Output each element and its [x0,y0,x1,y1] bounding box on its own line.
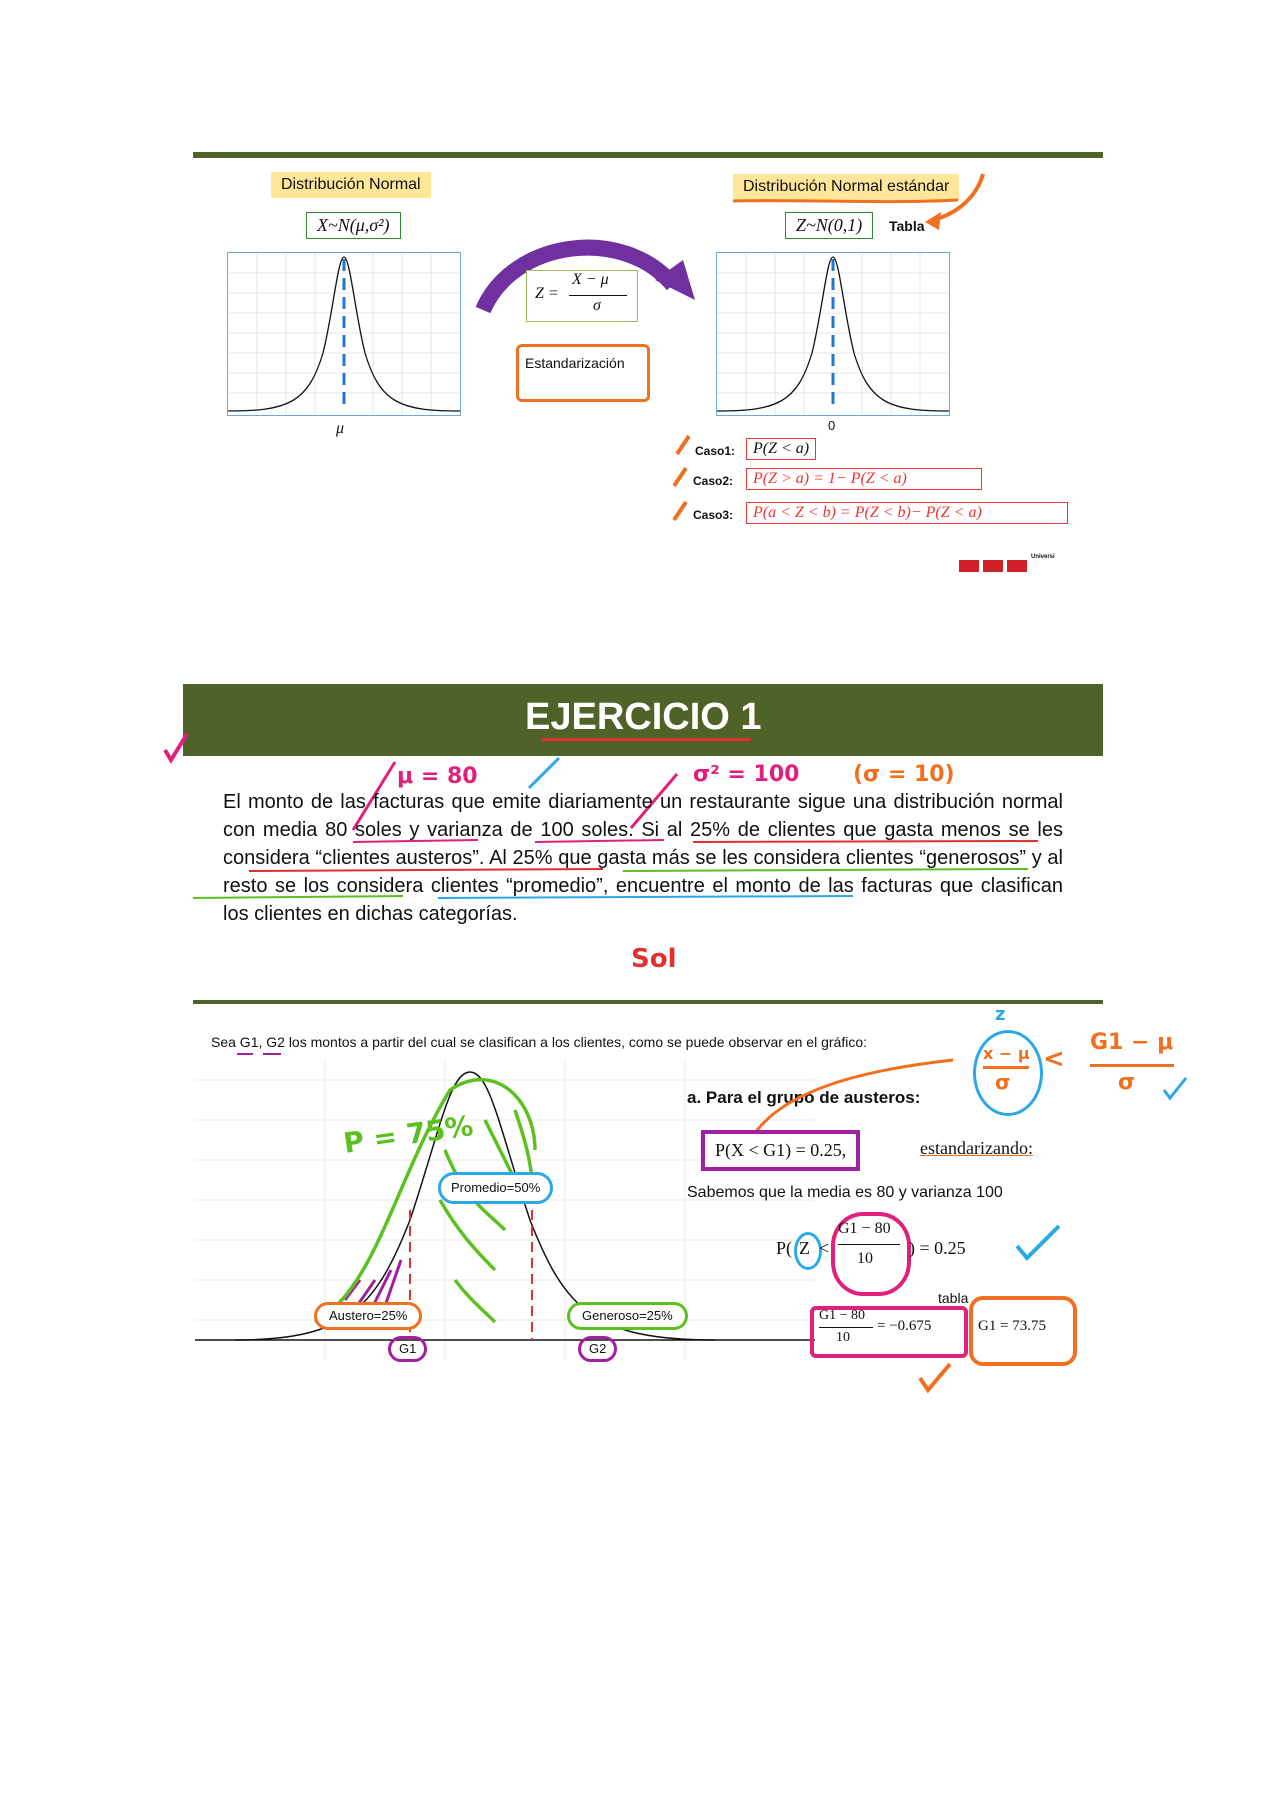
logo-block-3 [1007,560,1027,572]
g2-text: G2 [589,1341,607,1356]
z-eq: Z = [535,285,559,302]
slide-top-bar [193,152,1103,158]
transform-formula [526,270,638,322]
right-formula: Z~N(0,1) [785,212,873,239]
solution-intro: Sea G1, G2 los montos a partir del cual se clasifican a los clientes, como se puede observar en el gráfico: [211,1034,868,1050]
solution-normal-curve [195,1060,815,1380]
hand-z: z [995,1004,1006,1025]
orange-arrow-tabla [923,172,993,232]
orange-arrow-to-box [743,1050,963,1140]
austero-label [314,1302,422,1330]
hand-frac-den: σ [995,1070,1011,1094]
hand-sigma: (σ = 10) [853,762,955,787]
transform-numerator: X − μ [572,271,609,288]
pz-fraction-line [838,1244,900,1245]
fraction-line [569,295,627,296]
case2-label: Caso2: [693,474,734,488]
logo-text: Universi [1031,554,1055,560]
pz-rhs: ) = 0.25 [909,1238,966,1258]
case2-formula: P(Z > a) = 1− P(Z < a) [746,468,982,490]
part-a-heading: a. Para el grupo de austeros: [687,1088,921,1107]
check-mark-2 [670,466,690,490]
promedio-label [438,1172,553,1204]
g1-text: G1 [399,1341,417,1356]
pz-den: 10 [857,1250,873,1267]
hand-frac2-num: G1 − μ [1090,1030,1174,1055]
slide-solution [183,1000,1103,1380]
generoso-label [567,1302,688,1330]
tabla-small: tabla [938,1290,969,1306]
g2-label [578,1336,617,1362]
case3-label: Caso3: [693,508,734,522]
slide-exercise-1 [183,684,1103,974]
hand-frac2-line [1090,1064,1174,1067]
pz-lt: < [819,1238,830,1258]
hand-lt: < [1043,1044,1065,1074]
hand-solution: Sol [631,944,677,974]
normal-chart-left [227,252,461,416]
logo-block-2 [983,560,1003,572]
generoso-text: Generoso=25% [582,1308,673,1323]
normal-curve-left [228,253,460,415]
tabla-label: Tabla [889,218,925,234]
hand-frac-line [983,1066,1029,1069]
prob-eq-text: P(X < G1) = 0.25, [715,1140,847,1160]
right-title: Distribución Normal estándar [733,174,959,200]
standardization-box [516,344,650,402]
normal-curve-right [717,253,949,415]
hand-frac2-den: σ [1118,1070,1136,1095]
case1-label: Caso1: [695,444,736,458]
austero-text: Austero=25% [329,1308,408,1323]
solution-top-bar [193,1000,1103,1004]
res-eq: = −0.675 [877,1318,932,1334]
hand-frac-num: x − μ [983,1044,1030,1063]
pz-z: Z [799,1238,810,1258]
prob-eq-box [701,1130,860,1171]
g-underlines [235,1050,295,1058]
standardization-label: Estandarización [525,355,625,371]
logo-block-1 [959,560,979,572]
hand-variance: σ² = 100 [693,762,800,787]
pz-num: G1 − 80 [838,1220,891,1237]
utp-logo [959,554,1055,572]
res-g1: G1 = 73.75 [978,1318,1047,1334]
hand-p-75: P = 75% [341,1109,476,1160]
left-formula: X~N(μ,σ²) [306,212,401,239]
promedio-text: Promedio=50% [451,1180,541,1195]
zero-label: 0 [828,418,836,433]
normal-chart-right [716,252,950,416]
check-mark-3 [670,500,690,524]
case1-formula: P(Z < a) [746,438,816,460]
standardizing-text: estandarizando: [920,1138,1033,1158]
mu-label: μ [336,420,345,437]
paragraph-underlines [183,684,1103,969]
blue-check [1013,1222,1063,1262]
pz-lhs: P( [776,1238,793,1258]
res-num: G1 − 80 [819,1308,866,1323]
hand-orange-check-bottom [916,1360,956,1396]
known-text: Sabemos que la media es 80 y varianza 100 [687,1184,1003,1201]
left-title: Distribución Normal [271,172,431,198]
slide-normal-distribution [183,152,1103,572]
hand-blue-check-right [1160,1074,1190,1102]
res-fraction-line [819,1327,873,1328]
transform-denominator: σ [593,297,601,314]
exercise-paragraph: El monto de las facturas que emite diariamente un restaurante sigue una distribución normal con media 80 soles y varianza de 100 soles. Si al 25% de clientes que gasta menos se les considera “clientes austeros”. Al 25% que gasta más se les considera clientes “generosos” y al resto se los considera clientes “promedio”, encuentre el monto de las facturas que clasifican los clientes en dichas categorías. [223,791,1063,925]
g1-label [388,1336,427,1362]
res-den: 10 [836,1330,850,1345]
check-mark-1 [673,434,693,458]
exercise-title: EJERCICIO 1 [525,696,762,738]
hand-mu: μ = 80 [397,764,478,789]
solution-chart [195,1060,815,1380]
case3-formula: P(a < Z < b) = P(Z < b)− P(Z < a) [746,502,1068,524]
